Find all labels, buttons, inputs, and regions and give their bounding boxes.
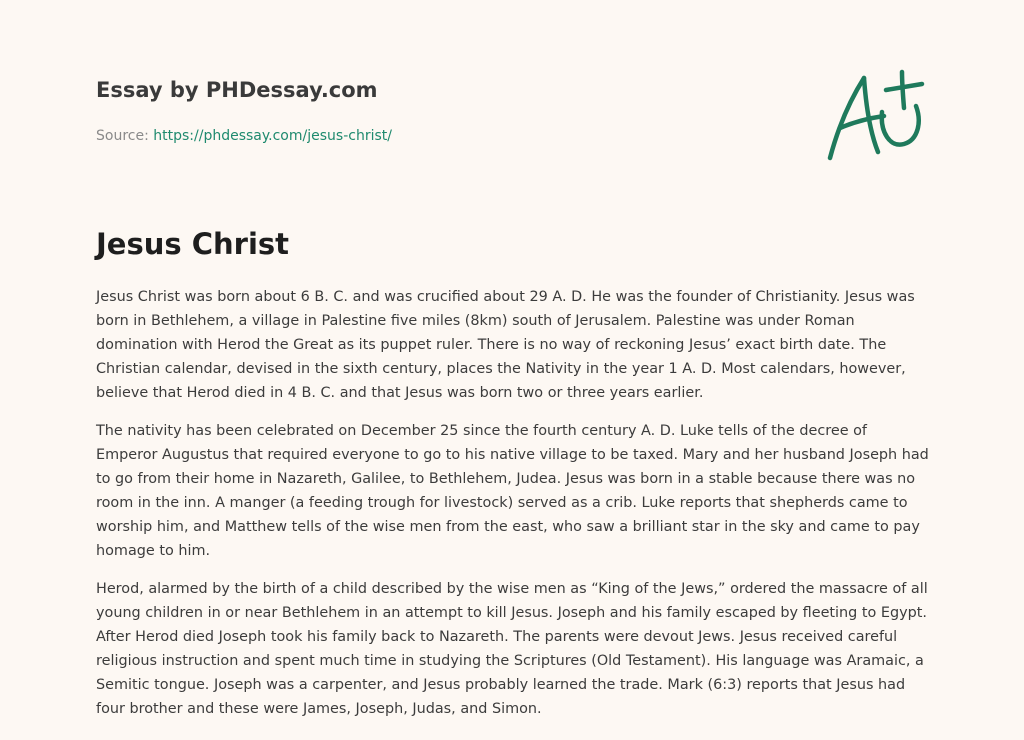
logo-a-right-stroke — [864, 78, 878, 152]
source-link[interactable]: https://phdessay.com/jesus-christ/ — [153, 128, 392, 144]
essay-paragraph: Jesus Christ was born about 6 B. C. and was crucified about 29 A. D. He was the founder of Christianity. Jesus was born in Bethlehem, a village in Palestine five miles (8km) south of Jerusalem. Palestine was under Roman domination with Herod the Great as its puppet ruler. There is no way of reckoning Jesus’ exact birth date. The Christian calendar, devised in the sixth century, places the Nativity in the year 1 A. D. Most calendars, however, believe that Herod died in 4 B. C. and that Jesus was born two or three years earlier. — [96, 289, 915, 401]
essay-paragraph: Herod, alarmed by the birth of a child described by the wise men as “King of the Jews,” ordered the massacre of all young children in or near Bethlehem in an attempt to kill Jesus. Joseph and his family escaped by fleeting to Egypt. After Herod died Joseph took his family back to Nazareth. The parents were devout Jews. Jesus received careful religious instruction and spent much time in studying the Scriptures (Old Testament). His language was Aramaic, a Semitic tongue. Joseph was a carpenter, and Jesus probably learned the trade. Mark (6:3) reports that Jesus had four brother and these were James, Joseph, Judas, and Simon. — [96, 581, 928, 717]
logo-plus-vertical — [902, 72, 904, 108]
essay-paragraph: The nativity has been celebrated on December 25 since the fourth century A. D. Luke tells of the decree of Emperor Augustus that required everyone to go to his native village to be taxed. Mary and her husband Joseph had to go from their home in Nazareth, Galilee, to Bethlehem, Judea. Jesus was born in a stable because there was no room in the inn. A manger (a feeding trough for livestock) served as a crib. Luke reports that shepherds came to worship him, and Matthew tells of the wise men from the east, who saw a brilliant star in the sky and came to pay homage to him. — [96, 423, 929, 559]
essay-body — [96, 285, 930, 735]
a-plus-logo-icon — [820, 66, 930, 166]
site-brand: Essay by PHDessay.com — [96, 78, 378, 102]
logo-plus-horizontal — [886, 84, 922, 90]
page-header — [96, 76, 736, 146]
source-label: Source: — [96, 128, 149, 144]
logo-a-left-stroke — [830, 78, 864, 158]
logo-a-crossbar — [840, 116, 884, 128]
source-line — [96, 126, 736, 146]
essay-title: Jesus Christ — [96, 227, 290, 261]
logo-swoosh — [882, 106, 919, 145]
